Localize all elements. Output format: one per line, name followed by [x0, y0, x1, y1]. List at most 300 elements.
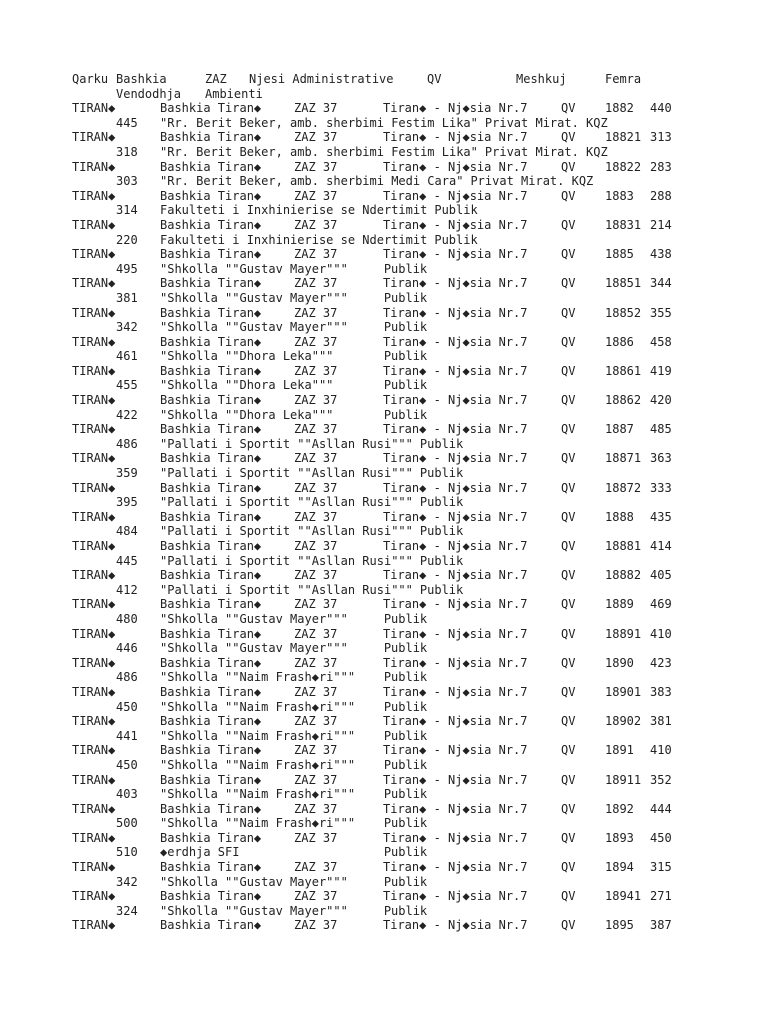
- njesi-cell: Tiran◆ - Nj◆sia Nr.7: [383, 363, 528, 378]
- vendodhja-cell: "Pallati i Sportit ""Asllan Rusi""": [160, 553, 413, 568]
- ambienti-cell: Publik: [383, 787, 428, 802]
- meshkuj-cell: 405: [650, 568, 672, 583]
- qv-number-cell: 1889: [605, 597, 634, 612]
- meshkuj-cell: 381: [650, 714, 672, 729]
- femra-cell: 445: [116, 115, 138, 130]
- record-wrap-line: [72, 670, 428, 685]
- zaz-cell: ZAZ 37: [294, 130, 338, 145]
- record-wrap-line: [72, 524, 464, 539]
- njesi-cell: Tiran◆ - Nj◆sia Nr.7: [383, 130, 528, 145]
- qv-cell: QV: [561, 480, 576, 495]
- ambienti-cell: Privat Mirat. KQZ: [484, 144, 608, 159]
- femra-cell: 324: [116, 903, 138, 918]
- meshkuj-cell: 313: [650, 130, 672, 145]
- njesi-cell: Tiran◆ - Nj◆sia Nr.7: [383, 743, 528, 758]
- record-line: [72, 626, 672, 642]
- qv-number-cell: 18881: [605, 539, 642, 553]
- qarku-cell: TIRAN◆: [72, 422, 116, 437]
- njesi-cell: Tiran◆ - Nj◆sia Nr.7: [383, 276, 528, 291]
- meshkuj-cell: 271: [650, 889, 672, 904]
- qv-cell: QV: [561, 714, 576, 729]
- record-line: [72, 451, 672, 466]
- qv-number-cell: 18861: [605, 363, 642, 378]
- qarku-cell: TIRAN◆: [72, 188, 116, 203]
- vendodhja-cell: "Rr. Berit Beker, amb. sherbimi Festim Lika": [160, 115, 478, 130]
- njesi-cell: Tiran◆ - Nj◆sia Nr.7: [383, 451, 528, 466]
- qv-cell: QV: [561, 188, 576, 203]
- record-wrap-line: [72, 903, 428, 919]
- record-wrap-line: [72, 495, 464, 510]
- bashkia-cell: Bashkia Tiran◆: [160, 393, 262, 408]
- qarku-cell: TIRAN◆: [72, 480, 116, 495]
- record-line: [72, 889, 672, 904]
- bashkia-cell: Bashkia Tiran◆: [160, 509, 262, 524]
- qarku-cell: TIRAN◆: [72, 801, 116, 816]
- record-wrap-line: [72, 203, 478, 218]
- bashkia-cell: Bashkia Tiran◆: [160, 655, 262, 670]
- record-line: [72, 597, 672, 612]
- ambienti-cell: Publik: [383, 378, 428, 393]
- vendodhja-cell: "Shkolla ""Naim Frash◆ri""": [160, 787, 356, 802]
- qv-cell: QV: [561, 101, 576, 116]
- record-wrap-line: [72, 816, 428, 831]
- njesi-cell: Tiran◆ - Nj◆sia Nr.7: [383, 393, 528, 408]
- bashkia-cell: Bashkia Tiran◆: [160, 830, 262, 845]
- qarku-cell: TIRAN◆: [72, 860, 116, 875]
- njesi-cell: Tiran◆ - Nj◆sia Nr.7: [383, 159, 528, 174]
- vendodhja-cell: "Shkolla ""Dhora Leka""": [160, 349, 334, 364]
- qarku-cell: TIRAN◆: [72, 889, 116, 904]
- bashkia-cell: Bashkia Tiran◆: [160, 363, 262, 378]
- zaz-cell: ZAZ 37: [294, 655, 338, 670]
- njesi-cell: Tiran◆ - Nj◆sia Nr.7: [383, 334, 528, 349]
- record-wrap-line: [72, 436, 464, 452]
- femra-cell: 500: [116, 816, 138, 831]
- qarku-cell: TIRAN◆: [72, 334, 116, 349]
- zaz-cell: ZAZ 37: [294, 247, 338, 262]
- record-line: [72, 480, 672, 496]
- ambienti-cell: Publik: [383, 845, 428, 860]
- record-wrap-line: [72, 320, 428, 335]
- ambienti-cell: Publik: [383, 261, 428, 276]
- femra-cell: 486: [116, 436, 138, 451]
- ambienti-cell: Publik: [419, 466, 464, 481]
- femra-cell: 314: [116, 203, 138, 218]
- ambienti-cell: Publik: [383, 349, 428, 364]
- record-list: [72, 101, 672, 933]
- qv-number-cell: 18862: [605, 393, 642, 408]
- record-line: [72, 188, 672, 204]
- qv-cell: QV: [561, 597, 576, 612]
- ambienti-cell: Publik: [383, 290, 428, 305]
- qv-cell: QV: [561, 626, 576, 641]
- zaz-cell: ZAZ 37: [294, 159, 338, 174]
- qv-number-cell: 1886: [605, 334, 634, 349]
- record-line: [72, 801, 672, 817]
- zaz-cell: ZAZ 37: [294, 860, 338, 875]
- njesi-cell: Tiran◆ - Nj◆sia Nr.7: [383, 305, 528, 320]
- qv-number-cell: 18872: [605, 480, 642, 495]
- vendodhja-cell: "Shkolla ""Gustav Mayer""": [160, 261, 348, 276]
- bashkia-cell: Bashkia Tiran◆: [160, 217, 262, 232]
- vendodhja-cell: "Shkolla ""Naim Frash◆ri""": [160, 699, 356, 714]
- njesi-cell: Tiran◆ - Nj◆sia Nr.7: [383, 889, 528, 904]
- ambienti-cell: Publik: [383, 728, 428, 743]
- header-qarku: Qarku: [72, 72, 109, 86]
- bashkia-cell: Bashkia Tiran◆: [160, 159, 262, 174]
- vendodhja-cell: "Shkolla ""Gustav Mayer""": [160, 290, 348, 305]
- qv-cell: QV: [561, 509, 576, 524]
- zaz-cell: ZAZ 37: [294, 305, 338, 320]
- ambienti-cell: Publik: [383, 816, 428, 831]
- qv-number-cell: 1888: [605, 509, 634, 524]
- bashkia-cell: Bashkia Tiran◆: [160, 305, 262, 320]
- qarku-cell: TIRAN◆: [72, 626, 116, 641]
- vendodhja-cell: "Pallati i Sportit ""Asllan Rusi""": [160, 466, 413, 481]
- record-line: [72, 655, 672, 671]
- ambienti-cell: Publik: [383, 407, 428, 422]
- qv-number-cell: 18831: [605, 217, 642, 232]
- record-wrap-line: [72, 290, 428, 306]
- header-wrap-line: [72, 86, 263, 102]
- meshkuj-cell: 288: [650, 188, 672, 203]
- qv-number-cell: 18882: [605, 568, 642, 583]
- bashkia-cell: Bashkia Tiran◆: [160, 626, 262, 641]
- ambienti-cell: Publik: [419, 582, 464, 597]
- qv-number-cell: 1885: [605, 247, 634, 262]
- bashkia-cell: Bashkia Tiran◆: [160, 568, 262, 583]
- qv-number-cell: 18871: [605, 451, 642, 466]
- zaz-cell: ZAZ 37: [294, 830, 338, 845]
- qv-number-cell: 1893: [605, 830, 634, 845]
- qv-cell: QV: [561, 159, 576, 174]
- qarku-cell: TIRAN◆: [72, 247, 116, 262]
- header-bashkia: Bashkia: [116, 72, 167, 86]
- femra-cell: 445: [116, 553, 138, 568]
- bashkia-cell: Bashkia Tiran◆: [160, 451, 262, 466]
- zaz-cell: ZAZ 37: [294, 743, 338, 758]
- meshkuj-cell: 355: [650, 305, 672, 320]
- zaz-cell: ZAZ 37: [294, 714, 338, 729]
- vendodhja-cell: "Shkolla ""Gustav Mayer""": [160, 903, 348, 918]
- record-wrap-line: [72, 115, 608, 131]
- femra-cell: 359: [116, 466, 138, 481]
- femra-cell: 395: [116, 495, 138, 510]
- meshkuj-cell: 458: [650, 334, 672, 349]
- meshkuj-cell: 450: [650, 830, 672, 845]
- vendodhja-cell: "Pallati i Sportit ""Asllan Rusi""": [160, 495, 413, 510]
- record-line: [72, 714, 672, 729]
- qv-number-cell: 18822: [605, 159, 642, 174]
- bashkia-cell: Bashkia Tiran◆: [160, 860, 262, 875]
- qv-cell: QV: [561, 247, 576, 262]
- ambienti-cell: Publik: [383, 641, 428, 656]
- qv-number-cell: 1894: [605, 860, 634, 875]
- zaz-cell: ZAZ 37: [294, 393, 338, 408]
- ambienti-cell: Publik: [383, 611, 428, 626]
- meshkuj-cell: 444: [650, 801, 672, 816]
- femra-cell: 480: [116, 611, 138, 626]
- ambienti-cell: Publik: [419, 553, 464, 568]
- record-wrap-line: [72, 611, 428, 627]
- vendodhja-cell: "Shkolla ""Gustav Mayer""": [160, 320, 348, 335]
- meshkuj-cell: 419: [650, 363, 672, 378]
- femra-cell: 441: [116, 728, 138, 743]
- femra-cell: 403: [116, 787, 138, 802]
- header-zaz: ZAZ: [205, 72, 227, 86]
- bashkia-cell: Bashkia Tiran◆: [160, 334, 262, 349]
- njesi-cell: Tiran◆ - Nj◆sia Nr.7: [383, 597, 528, 612]
- qarku-cell: TIRAN◆: [72, 451, 116, 466]
- zaz-cell: ZAZ 37: [294, 422, 338, 437]
- qv-cell: QV: [561, 334, 576, 349]
- qarku-cell: TIRAN◆: [72, 714, 116, 729]
- meshkuj-cell: 363: [650, 451, 672, 466]
- meshkuj-cell: 333: [650, 480, 672, 495]
- qarku-cell: TIRAN◆: [72, 509, 116, 524]
- zaz-cell: ZAZ 37: [294, 363, 338, 378]
- zaz-cell: ZAZ 37: [294, 188, 338, 203]
- njesi-cell: Tiran◆ - Nj◆sia Nr.7: [383, 860, 528, 875]
- vendodhja-cell: "Shkolla ""Gustav Mayer""": [160, 611, 348, 626]
- bashkia-cell: Bashkia Tiran◆: [160, 539, 262, 553]
- qv-cell: QV: [561, 539, 576, 553]
- femra-cell: 342: [116, 874, 138, 889]
- zaz-cell: ZAZ 37: [294, 684, 338, 699]
- record-wrap-line: [72, 553, 464, 569]
- vendodhja-cell: "Shkolla ""Gustav Mayer""": [160, 641, 348, 656]
- record-line: [72, 684, 672, 700]
- qv-cell: QV: [561, 568, 576, 583]
- qv-cell: QV: [561, 451, 576, 466]
- zaz-cell: ZAZ 37: [294, 539, 338, 553]
- record-wrap-line: [72, 349, 428, 364]
- meshkuj-cell: 344: [650, 276, 672, 291]
- header-qv: QV: [427, 72, 442, 86]
- zaz-cell: ZAZ 37: [294, 451, 338, 466]
- qv-number-cell: 18911: [605, 772, 642, 787]
- njesi-cell: Tiran◆ - Nj◆sia Nr.7: [383, 918, 528, 933]
- zaz-cell: ZAZ 37: [294, 276, 338, 291]
- record-wrap-line: [72, 407, 428, 423]
- meshkuj-cell: 410: [650, 626, 672, 641]
- qv-number-cell: 18891: [605, 626, 642, 641]
- femra-cell: 412: [116, 582, 138, 597]
- record-line: [72, 830, 672, 846]
- qarku-cell: TIRAN◆: [72, 568, 116, 583]
- header-njesi: Njesi Administrative: [249, 72, 394, 86]
- bashkia-cell: Bashkia Tiran◆: [160, 801, 262, 816]
- njesi-cell: Tiran◆ - Nj◆sia Nr.7: [383, 684, 528, 699]
- femra-cell: 450: [116, 699, 138, 714]
- qv-cell: QV: [561, 422, 576, 437]
- njesi-cell: Tiran◆ - Nj◆sia Nr.7: [383, 626, 528, 641]
- qarku-cell: TIRAN◆: [72, 305, 116, 320]
- njesi-cell: Tiran◆ - Nj◆sia Nr.7: [383, 101, 528, 116]
- vendodhja-cell: ◆erdhja SFI: [160, 845, 240, 860]
- vendodhja-cell: "Pallati i Sportit ""Asllan Rusi""": [160, 436, 413, 451]
- bashkia-cell: Bashkia Tiran◆: [160, 889, 262, 904]
- femra-cell: 495: [116, 261, 138, 276]
- femra-cell: 486: [116, 670, 138, 685]
- qarku-cell: TIRAN◆: [72, 743, 116, 758]
- qv-number-cell: 1892: [605, 801, 634, 816]
- header-line: [72, 72, 642, 87]
- record-line: [72, 918, 672, 933]
- qv-number-cell: 18902: [605, 714, 642, 729]
- record-wrap-line: [72, 641, 428, 656]
- qv-number-cell: 18941: [605, 889, 642, 904]
- header-vendodhja: Vendodhja: [116, 86, 182, 101]
- header-femra: Femra: [605, 72, 642, 86]
- record-line: [72, 860, 672, 875]
- record-line: [72, 539, 672, 554]
- qarku-cell: TIRAN◆: [72, 130, 116, 145]
- record-wrap-line: [72, 261, 428, 277]
- qv-number-cell: 18901: [605, 684, 642, 699]
- bashkia-cell: Bashkia Tiran◆: [160, 597, 262, 612]
- qv-cell: QV: [561, 918, 576, 933]
- record-wrap-line: [72, 874, 428, 890]
- qv-number-cell: 1891: [605, 743, 634, 758]
- njesi-cell: Tiran◆ - Nj◆sia Nr.7: [383, 247, 528, 262]
- bashkia-cell: Bashkia Tiran◆: [160, 480, 262, 495]
- record-line: [72, 130, 672, 145]
- vendodhja-cell: Fakulteti i Inxhinierise se Ndertimit: [160, 203, 428, 218]
- qv-cell: QV: [561, 276, 576, 291]
- meshkuj-cell: 420: [650, 393, 672, 408]
- femra-cell: 446: [116, 641, 138, 656]
- qarku-cell: TIRAN◆: [72, 101, 116, 116]
- vendodhja-cell: "Shkolla ""Naim Frash◆ri""": [160, 728, 356, 743]
- qv-cell: QV: [561, 684, 576, 699]
- zaz-cell: ZAZ 37: [294, 772, 338, 787]
- qarku-cell: TIRAN◆: [72, 217, 116, 232]
- bashkia-cell: Bashkia Tiran◆: [160, 276, 262, 291]
- zaz-cell: ZAZ 37: [294, 918, 338, 933]
- qarku-cell: TIRAN◆: [72, 393, 116, 408]
- meshkuj-cell: 423: [650, 655, 672, 670]
- qarku-cell: TIRAN◆: [72, 684, 116, 699]
- record-wrap-line: [72, 699, 428, 715]
- qv-number-cell: 1887: [605, 422, 634, 437]
- meshkuj-cell: 315: [650, 860, 672, 875]
- qarku-cell: TIRAN◆: [72, 597, 116, 612]
- record-wrap-line: [72, 757, 428, 773]
- record-line: [72, 159, 672, 175]
- ambienti-cell: Publik: [383, 670, 428, 685]
- meshkuj-cell: 438: [650, 247, 672, 262]
- njesi-cell: Tiran◆ - Nj◆sia Nr.7: [383, 480, 528, 495]
- bashkia-cell: Bashkia Tiran◆: [160, 772, 262, 787]
- zaz-cell: ZAZ 37: [294, 889, 338, 904]
- qv-number-cell: 1882: [605, 101, 634, 116]
- femra-cell: 318: [116, 144, 138, 159]
- vendodhja-cell: "Shkolla ""Naim Frash◆ri""": [160, 816, 356, 831]
- qv-number-cell: 18821: [605, 130, 642, 145]
- zaz-cell: ZAZ 37: [294, 101, 338, 116]
- femra-cell: 484: [116, 524, 138, 539]
- vendodhja-cell: "Rr. Berit Beker, amb. sherbimi Medi Cara": [160, 174, 464, 189]
- record-line: [72, 247, 672, 262]
- bashkia-cell: Bashkia Tiran◆: [160, 684, 262, 699]
- ambienti-cell: Privat Mirat. KQZ: [484, 115, 608, 130]
- ambienti-cell: Publik: [419, 436, 464, 451]
- record-line: [72, 334, 672, 350]
- qv-cell: QV: [561, 830, 576, 845]
- qarku-cell: TIRAN◆: [72, 830, 116, 845]
- njesi-cell: Tiran◆ - Nj◆sia Nr.7: [383, 801, 528, 816]
- record-line: [72, 422, 672, 437]
- record-line: [72, 101, 672, 116]
- ambienti-cell: Publik: [434, 232, 478, 247]
- record-line: [72, 568, 672, 583]
- qv-cell: QV: [561, 393, 576, 408]
- qv-cell: QV: [561, 860, 576, 875]
- femra-cell: 461: [116, 349, 138, 364]
- record-wrap-line: [72, 728, 428, 744]
- meshkuj-cell: 214: [650, 217, 672, 232]
- qv-cell: QV: [561, 801, 576, 816]
- record-line: [72, 772, 672, 788]
- record-line: [72, 743, 672, 758]
- femra-cell: 455: [116, 378, 138, 393]
- qv-number-cell: 1890: [605, 655, 634, 670]
- record-wrap-line: [72, 787, 428, 802]
- femra-cell: 422: [116, 407, 138, 422]
- bashkia-cell: Bashkia Tiran◆: [160, 130, 262, 145]
- vendodhja-cell: "Pallati i Sportit ""Asllan Rusi""": [160, 582, 413, 597]
- bashkia-cell: Bashkia Tiran◆: [160, 188, 262, 203]
- njesi-cell: Tiran◆ - Nj◆sia Nr.7: [383, 830, 528, 845]
- qv-cell: QV: [561, 889, 576, 904]
- qv-cell: QV: [561, 772, 576, 787]
- qarku-cell: TIRAN◆: [72, 772, 116, 787]
- femra-cell: 381: [116, 290, 138, 305]
- bashkia-cell: Bashkia Tiran◆: [160, 918, 262, 933]
- qv-number-cell: 1883: [605, 188, 634, 203]
- zaz-cell: ZAZ 37: [294, 217, 338, 232]
- ambienti-cell: Publik: [383, 757, 428, 772]
- meshkuj-cell: 469: [650, 597, 672, 612]
- meshkuj-cell: 283: [650, 159, 672, 174]
- qarku-cell: TIRAN◆: [72, 655, 116, 670]
- record-wrap-line: [72, 174, 594, 189]
- record-line: [72, 217, 672, 233]
- bashkia-cell: Bashkia Tiran◆: [160, 422, 262, 437]
- qv-cell: QV: [561, 217, 576, 232]
- record-wrap-line: [72, 466, 464, 481]
- vendodhja-cell: "Rr. Berit Beker, amb. sherbimi Festim Lika": [160, 144, 478, 159]
- meshkuj-cell: 435: [650, 509, 672, 524]
- qarku-cell: TIRAN◆: [72, 159, 116, 174]
- qarku-cell: TIRAN◆: [72, 363, 116, 378]
- bashkia-cell: Bashkia Tiran◆: [160, 743, 262, 758]
- record-wrap-line: [72, 232, 478, 248]
- bashkia-cell: Bashkia Tiran◆: [160, 101, 262, 116]
- zaz-cell: ZAZ 37: [294, 334, 338, 349]
- vendodhja-cell: "Shkolla ""Gustav Mayer""": [160, 874, 348, 889]
- record-wrap-line: [72, 582, 464, 598]
- femra-cell: 342: [116, 320, 138, 335]
- record-wrap-line: [72, 845, 428, 860]
- femra-cell: 220: [116, 232, 138, 247]
- qarku-cell: TIRAN◆: [72, 276, 116, 291]
- qv-cell: QV: [561, 363, 576, 378]
- meshkuj-cell: 352: [650, 772, 672, 787]
- qv-cell: QV: [561, 305, 576, 320]
- record-line: [72, 276, 672, 291]
